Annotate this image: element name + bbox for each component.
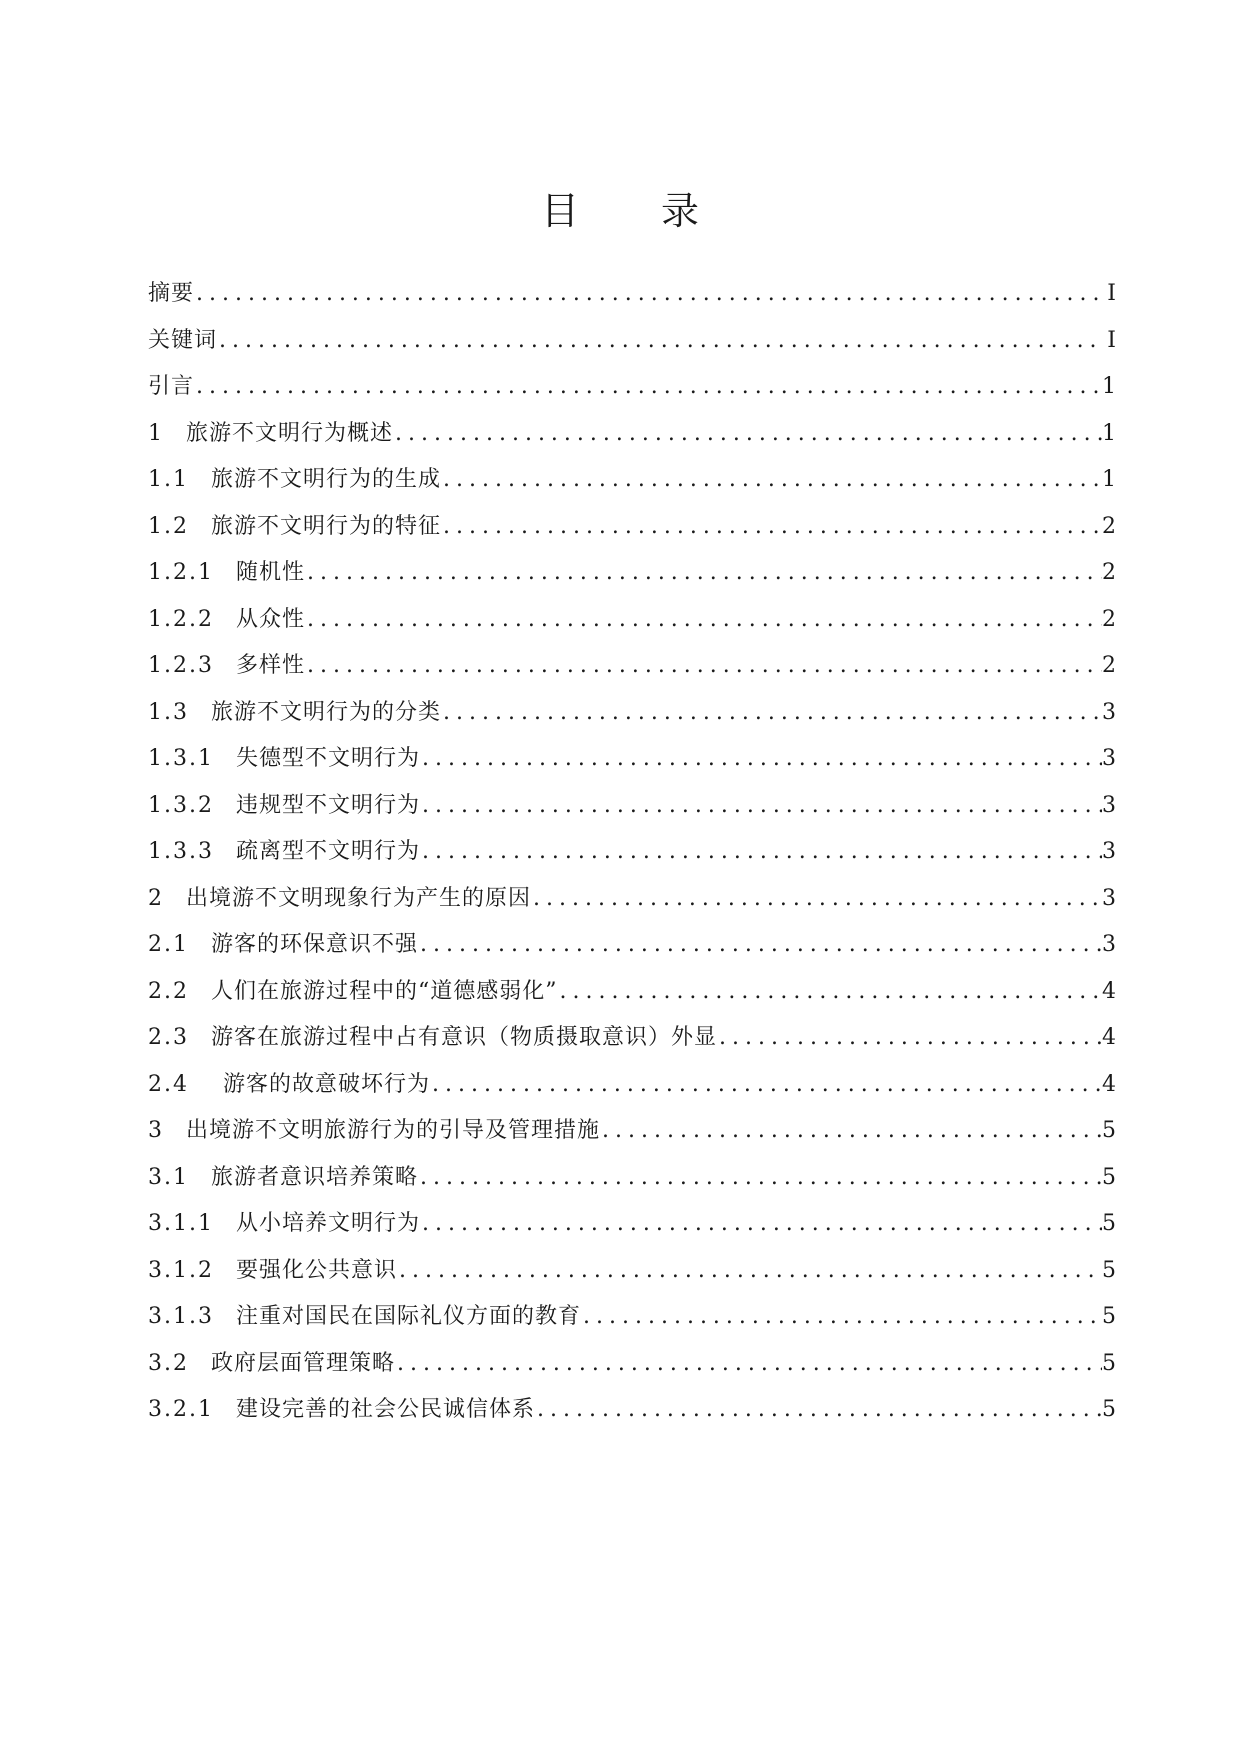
toc-entry-number: 3.2 [148,1350,189,1376]
toc-leader [217,323,1102,359]
toc-entry-page: 4 [1102,1071,1116,1097]
toc-entry-1-1[interactable] [148,462,1116,509]
toc-entry-page: 3 [1102,792,1116,818]
toc-entry-text: 旅游不文明行为的分类 [211,699,442,725]
toc-entry-2-1[interactable] [148,927,1116,974]
toc-leader [531,881,1102,917]
toc-entry-text: 违规型不文明行为 [235,792,420,818]
toc-title [0,186,1240,236]
toc-entry-text: 人们在旅游过程中的“道德感弱化” [211,978,558,1004]
toc-entry-page: 5 [1102,1397,1116,1422]
toc-leader [397,1253,1102,1289]
toc-entry-page: 5 [1102,1211,1116,1236]
toc-entry-text: 从小培养文明行为 [235,1211,420,1236]
toc-entry-page: 3 [1102,746,1116,771]
toc-leader [558,974,1103,1010]
toc-leader [441,695,1102,731]
toc-leader [430,1067,1102,1103]
toc-entry-number: 3.2.1 [148,1397,214,1422]
toc-entry-text: 出境游不文明旅游行为的引导及管理措施 [186,1118,601,1143]
toc-entry-number: 1.3.1 [148,746,214,771]
toc-entry-number: 1 [148,420,164,446]
toc-leader [305,648,1102,684]
toc-entry-3-1[interactable] [148,1160,1116,1207]
toc-entry-3-2-1[interactable] [148,1392,1116,1439]
toc-entry-page: 2 [1102,653,1116,678]
toc-entry-page: 5 [1102,1164,1116,1190]
toc-leader [441,462,1102,498]
toc-entry-page: 5 [1102,1257,1116,1283]
toc-entry-text: 摘要 [148,281,195,306]
toc-entry-3[interactable] [148,1113,1116,1160]
toc-title-char-2: 录 [661,189,700,233]
toc-entry-page: 4 [1102,1025,1116,1050]
toc-entry-page: 2 [1102,606,1116,632]
toc-entry-number: 2.3 [148,1025,189,1050]
toc-entry-page: 2 [1102,513,1116,539]
toc-entry-number: 2.1 [148,932,189,957]
toc-entry-page: 5 [1102,1350,1116,1376]
toc-entry-1-2-1[interactable] [148,555,1116,602]
toc-entry-3-1-1[interactable] [148,1206,1116,1253]
toc-entry-number: 1.2.3 [148,653,214,678]
toc-entry-3-2[interactable] [148,1346,1116,1393]
toc-entry-number: 3 [148,1118,164,1143]
toc-entry-text: 旅游不文明行为的生成 [211,467,442,492]
toc-entry-text: 出境游不文明现象行为产生的原因 [186,885,532,911]
toc-entry-text: 旅游者意识培养策略 [211,1164,419,1190]
toc-leader [194,276,1102,312]
toc-entry-3-1-3[interactable] [148,1299,1116,1346]
toc-entry-2-2[interactable] [148,974,1116,1021]
toc-entry-number: 1.3.2 [148,792,214,818]
toc-entry-abstract[interactable] [148,276,1116,323]
toc-leader [194,369,1102,405]
toc-entry-number: 3.1.3 [148,1304,214,1329]
toc-leader [600,1113,1102,1149]
toc-entry-text: 注重对国民在国际礼仪方面的教育 [235,1304,581,1329]
toc-leader [305,602,1102,638]
toc-entry-page: 1 [1102,420,1116,446]
toc-entry-text: 要强化公共意识 [235,1257,397,1283]
toc-entry-page: I [1107,327,1116,353]
toc-entry-page: 3 [1102,839,1116,864]
toc-entry-text: 失德型不文明行为 [235,746,420,771]
toc-entry-1-2[interactable] [148,509,1116,556]
toc-leader [420,741,1102,777]
toc-leader [717,1020,1102,1056]
toc-entry-page: 1 [1102,374,1116,399]
toc-entry-1-2-3[interactable] [148,648,1116,695]
toc-entry-2-3[interactable] [148,1020,1116,1067]
toc-leader [441,509,1102,545]
toc-entry-page: 5 [1102,1304,1116,1329]
toc-leader [418,927,1102,963]
toc-entry-introduction[interactable] [148,369,1116,416]
toc-entry-2-4[interactable] [148,1067,1116,1114]
toc-leader [581,1299,1102,1335]
toc-leader [420,834,1102,870]
toc-entry-number: 3.1.1 [148,1211,214,1236]
toc-entry-page: 3 [1102,885,1116,911]
toc-entry-page: 3 [1102,699,1116,725]
toc-entry-page: I [1107,281,1116,306]
toc-entry-page: 3 [1102,932,1116,957]
toc-entry-1-3-3[interactable] [148,834,1116,881]
toc-entry-number: 3.1 [148,1164,189,1190]
toc-entry-1-2-2[interactable] [148,602,1116,649]
toc-entry-text: 疏离型不文明行为 [235,839,420,864]
toc-title-char-1: 目 [540,189,579,233]
toc-entry-text: 从众性 [235,606,305,632]
toc-entry-text: 关键词 [148,327,218,353]
toc-entry-number: 2.4 [148,1071,189,1097]
toc-leader [395,1346,1102,1382]
toc-entry-1[interactable] [148,416,1116,463]
toc-leader [535,1392,1102,1428]
toc-entry-number: 1.2 [148,513,189,539]
toc-entry-number: 1.1 [148,467,189,492]
toc-entry-page: 1 [1102,467,1116,492]
toc-leader [393,416,1102,452]
toc-entry-number: 2 [148,885,164,911]
toc-leader [418,1160,1102,1196]
toc-entry-number: 1.3 [148,699,189,725]
toc-entry-1-3-1[interactable] [148,741,1116,788]
toc-entry-text: 随机性 [235,560,305,585]
toc-leader [420,1206,1102,1242]
toc-entry-number: 1.2.2 [148,606,214,632]
toc-leader [305,555,1102,591]
toc-entry-text: 多样性 [235,653,305,678]
toc-entry-number: 3.1.2 [148,1257,214,1283]
toc-entry-1-3-2[interactable] [148,788,1116,835]
toc-leader [420,788,1102,824]
toc-entry-text: 引言 [148,374,195,399]
toc-list [148,276,1116,1439]
toc-entry-text: 游客的环保意识不强 [211,932,419,957]
toc-entry-keywords[interactable] [148,323,1116,370]
toc-entry-text: 旅游不文明行为的特征 [211,513,442,539]
toc-entry-text: 游客的故意破坏行为 [223,1071,431,1097]
toc-entry-text: 政府层面管理策略 [211,1350,396,1376]
toc-entry-number: 2.2 [148,978,189,1004]
toc-entry-page: 2 [1102,560,1116,585]
toc-entry-text: 游客在旅游过程中占有意识（物质摄取意识）外显 [211,1025,718,1050]
toc-entry-text: 建设完善的社会公民诚信体系 [235,1397,535,1422]
toc-entry-page: 4 [1102,978,1116,1004]
toc-entry-1-3[interactable] [148,695,1116,742]
toc-entry-number: 1.3.3 [148,839,214,864]
toc-entry-text: 旅游不文明行为概述 [186,420,394,446]
toc-entry-2[interactable] [148,881,1116,928]
toc-entry-number: 1.2.1 [148,560,214,585]
toc-entry-3-1-2[interactable] [148,1253,1116,1300]
toc-entry-page: 5 [1102,1118,1116,1143]
